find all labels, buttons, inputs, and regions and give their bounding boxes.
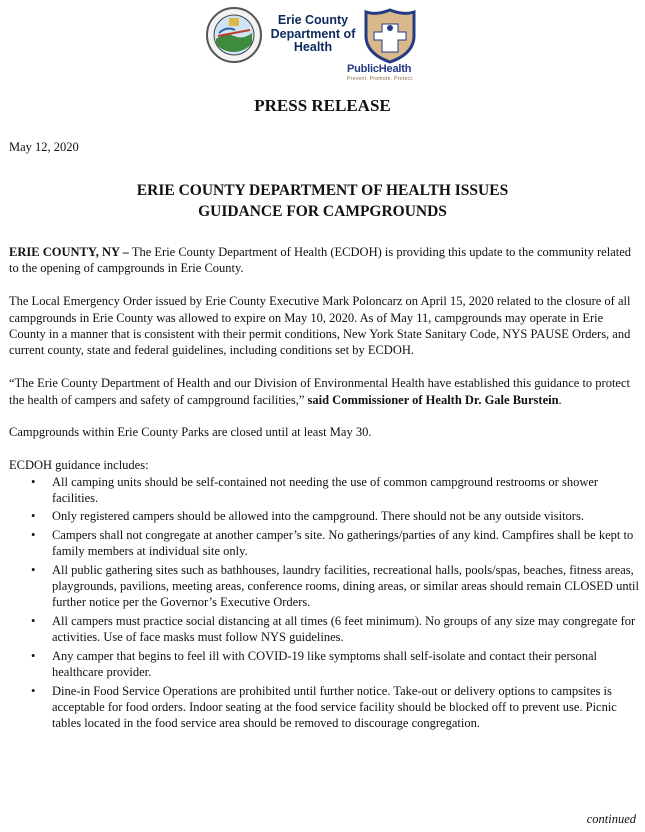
- public-health-tagline: Prevent. Promote. Protect.: [347, 76, 414, 82]
- org-name-line: Health: [293, 40, 333, 54]
- org-name-line: Department of: [270, 26, 356, 41]
- guidance-list: [9, 474, 639, 732]
- headline: [0, 180, 645, 222]
- headline-line: ERIE COUNTY DEPARTMENT OF HEALTH ISSUES: [136, 182, 509, 199]
- list-item: • Only registered campers should be allowed into the campground. There should not be any outside visitors.: [52, 508, 639, 524]
- parks-paragraph: Campgrounds within Erie County Parks are closed until at least May 30.: [9, 425, 372, 440]
- list-item: • Campers shall not congregate at another camper’s site. No gatherings/parties of any kind. Campfires shall be kept to family members at individual site only.: [52, 527, 639, 560]
- list-item: • Dine-in Food Service Operations are prohibited until further notice. Take-out or delivery options to campsites is acceptable for food orders. Indoor seating at the food service facility should be blocked off to prevent use. Picnic tables located in the food service area should be removed to discourage congregation.: [52, 683, 639, 732]
- list-item: • All camping units should be self-contained not needing the use of common campground restrooms or shower facilities.: [52, 474, 639, 507]
- public-health-label: PublicHealth: [347, 63, 412, 75]
- quote-end: .: [558, 392, 562, 407]
- order-paragraph: The Local Emergency Order issued by Erie County Executive Mark Poloncarz on April 15, 2020 related to the closure of all campgrounds in Erie County was allowed to expire on May 10, 2020. As of May 11, campgrounds may operate in Erie County in a manner that is consistent with their permit conditions, New York State Sanitary Code, NYS PAUSE Orders, and current county, state and federal guidelines, including conditions set by ECDOH.: [9, 294, 631, 358]
- org-name-line: Erie County: [277, 13, 349, 27]
- list-item: • All campers must practice social distancing at all times (6 feet minimum). No groups of any size may congregate for activities. Use of face masks must follow NYS guidelines.: [52, 613, 639, 646]
- release-date: May 12, 2020: [9, 140, 79, 154]
- quote-paragraph: [9, 375, 639, 408]
- county-seal-icon: [205, 6, 263, 64]
- org-name: [267, 14, 359, 55]
- continued-label: continued: [586, 812, 636, 826]
- list-item: • All public gathering sites such as bathhouses, laundry facilities, recreational halls, pools/spas, beaches, fitness areas, playgrounds, pavilions, meeting areas, conference rooms, dining areas, or similar areas should remain CLOSED until further notice per the Governor’s Executive Orders.: [52, 562, 639, 611]
- quote-text: “The Erie County Department of Health and our Division of Environmental Health have established this guidance to protect the health of campers and safety of campground facilities,”: [9, 376, 631, 407]
- header-logos: [205, 6, 440, 86]
- guidance-intro: ECDOH guidance includes:: [9, 458, 149, 473]
- body-text: [9, 244, 639, 734]
- press-release-title: PRESS RELEASE: [254, 96, 391, 115]
- intro-text: The Erie County Department of Health (ECDOH) is providing this update to the community related to the opening of campgrounds in Erie County.: [9, 245, 632, 276]
- dateline: ERIE COUNTY, NY –: [9, 245, 129, 259]
- public-health-shield-icon: [362, 8, 418, 64]
- list-item: • Any camper that begins to feel ill with COVID-19 like symptoms shall self-isolate and contact their personal healthcare provider.: [52, 648, 639, 681]
- headline-line: GUIDANCE FOR CAMPGROUNDS: [198, 203, 447, 220]
- quote-attribution: said Commissioner of Health Dr. Gale Burstein: [307, 392, 559, 407]
- intro-paragraph: [9, 244, 639, 277]
